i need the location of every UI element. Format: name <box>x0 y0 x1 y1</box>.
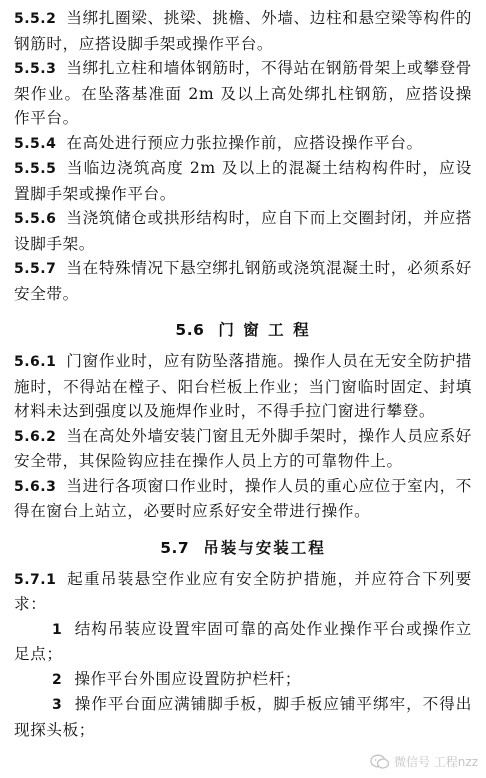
clause-number: 5.5.5 <box>14 161 57 177</box>
subitem-3 <box>14 692 472 742</box>
subitem-number: 3 <box>52 697 63 713</box>
section-heading <box>14 536 472 558</box>
subitem-text: 结构吊装应设置牢固可靠的高处作业操作平台或操作立足点； <box>14 619 472 663</box>
clause-number: 5.6.2 <box>14 428 57 445</box>
subitem-number: 1 <box>52 621 63 638</box>
clause-5-5-2 <box>14 6 472 56</box>
section-heading <box>14 318 472 340</box>
clause-5-5-6 <box>14 206 472 256</box>
clause-text: 在高处进行预应力张拉操作前，应搭设操作平台。 <box>66 133 423 152</box>
section-5-5 <box>14 6 472 306</box>
clause-number: 5.5.2 <box>14 11 57 27</box>
clause-number: 5.6.1 <box>14 354 57 370</box>
clause-5-6-1 <box>14 349 472 424</box>
clause-number: 5.5.7 <box>14 261 57 277</box>
clause-text: 门窗作业时，应有防坠落措施。操作人员在无安全防护措施时，不得站在樘子、阳台栏板上作业；当门窗临时固定、封填材料未达到强度以及施焊作业时，不得手拉门窗进行攀登。 <box>14 352 472 420</box>
clause-5-6-2 <box>14 424 472 474</box>
section-heading-title: 门 窗 工 程 <box>218 321 311 339</box>
subitem-text: 操作平台面应满铺脚手板，脚手板应铺平绑牢，不得出现探头板； <box>14 695 472 739</box>
section-heading-title: 吊装与安装工程 <box>203 538 326 557</box>
subitem-1 <box>14 617 472 667</box>
section-heading-number: 5.7 <box>160 538 190 557</box>
clause-text: 当进行各项窗口作业时，操作人员的重心应位于室内，不得在窗台上站立，必要时应系好安全带进行操作。 <box>14 476 472 520</box>
clause-5-5-7 <box>14 256 472 306</box>
clause-5-6-3 <box>14 474 472 524</box>
clause-5-5-4 <box>14 131 472 157</box>
clause-text: 起重吊装悬空作业应有安全防护措施，并应符合下列要求： <box>14 569 472 613</box>
clause-number: 5.6.3 <box>14 478 57 495</box>
clause-text: 当在特殊情况下悬空绑扎钢筋或浇筑混凝土时，必须系好安全带。 <box>14 259 472 303</box>
watermark-text: 微信号 工程nzz <box>393 755 478 769</box>
clause-text: 当绑扎圈梁、挑梁、挑檐、外墙、边柱和悬空梁等构件的钢筋时，应搭设脚手架或操作平台。 <box>14 9 472 53</box>
subitem-text: 操作平台外围应设置防护栏杆； <box>74 669 302 688</box>
subitem-2 <box>14 667 472 693</box>
clause-5-5-5 <box>14 156 472 206</box>
clause-5-7-1 <box>14 567 472 617</box>
clause-text: 当在高处外墙安装门窗且无外脚手架时，操作人员应系好安全带，其保险钩应挂在操作人员上方的可靠物件上。 <box>14 426 472 470</box>
section-5-7 <box>14 536 472 743</box>
clause-number: 5.5.4 <box>14 135 57 152</box>
clause-5-5-3 <box>14 56 472 131</box>
clause-text: 当绑扎立柱和墙体钢筋时，不得站在钢筋骨架上或攀登骨架作业。在坠落基准面 2m 及以上高处绑扎柱钢筋，应搭设操作平台。 <box>14 59 472 127</box>
section-heading-number: 5.6 <box>175 321 205 339</box>
clause-number: 5.7.1 <box>14 571 57 588</box>
watermark <box>370 753 478 770</box>
clause-text: 当浇筑储仓或拱形结构时，应自下而上交圈封闭，并应搭设脚手架。 <box>14 209 472 253</box>
clause-number: 5.5.3 <box>14 61 57 77</box>
clause-number: 5.5.6 <box>14 211 57 227</box>
section-5-6 <box>14 318 472 524</box>
subitem-number: 2 <box>52 671 63 688</box>
wechat-icon <box>370 754 390 770</box>
clause-text: 当临边浇筑高度 2m 及以上的混凝土结构构件时，应设置脚手架或操作平台。 <box>14 159 472 203</box>
